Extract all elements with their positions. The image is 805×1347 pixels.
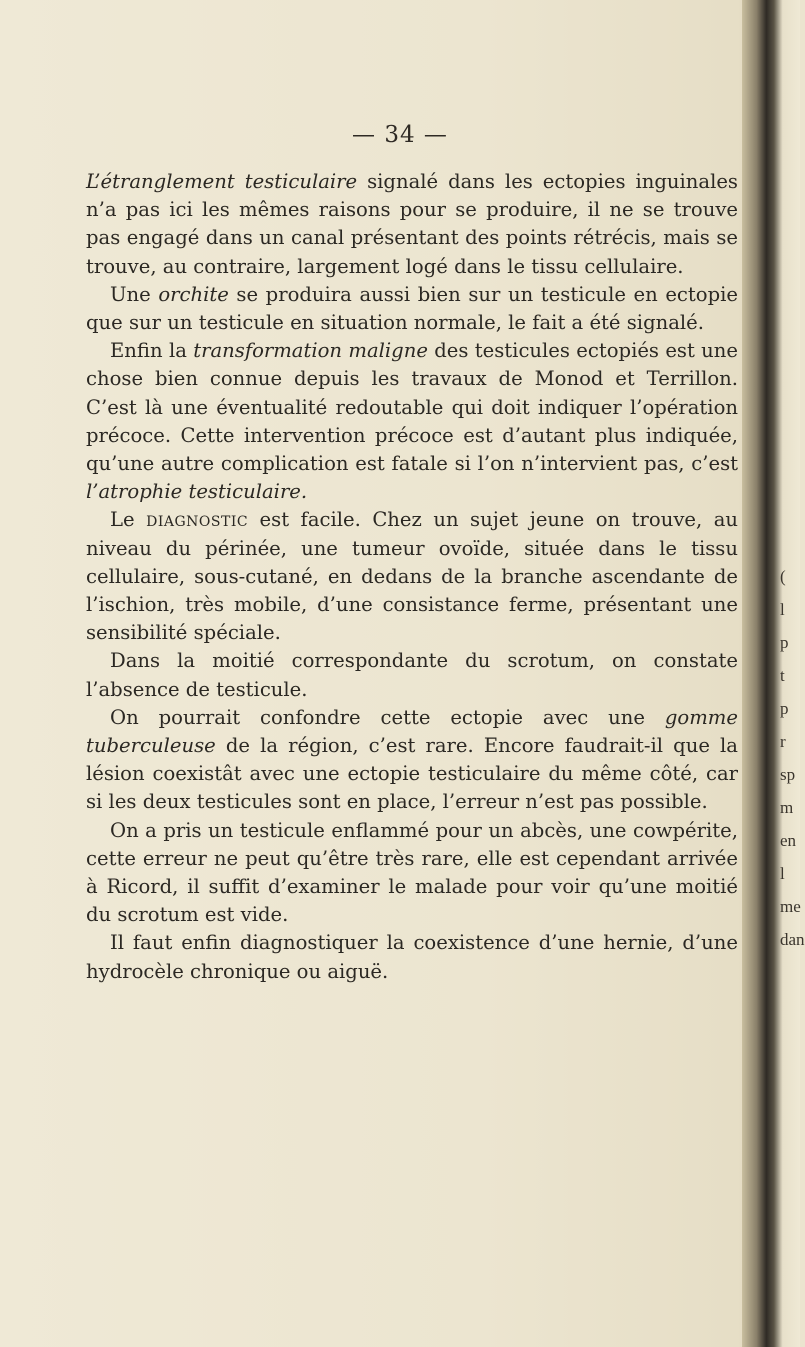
edge-fragment: dan bbox=[780, 930, 805, 949]
paragraph-abscess: On a pris un testicule enflammé pour un abcès, une cowpérite, cette erreur ne peut qu’être très rare, elle est cependant arrivée à Ricord, il suffit d’examiner le malade pour voir qu’une moitié du scrotum est vide. bbox=[86, 818, 738, 927]
italic-term: orchite bbox=[158, 282, 229, 306]
paragraph-gumma: On pourrait confondre cette ectopie avec une gomme tuberculeuse de la région, c’est rare. Encore faudrait-il que la lésion coexistât avec une ectopie testiculaire du même côté, car si les deux testicules sont en place, l’erreur n’est pas possible. bbox=[86, 705, 738, 814]
edge-fragment: t bbox=[780, 666, 785, 685]
edge-fragment: l bbox=[780, 864, 785, 883]
edge-fragment: en bbox=[780, 831, 797, 850]
edge-fragment: ( bbox=[780, 567, 786, 586]
body-text bbox=[86, 168, 738, 986]
paragraph-hernia: Il faut enfin diagnostiquer la coexistence d’une hernie, d’une hydrocèle chronique ou aiguë. bbox=[86, 931, 738, 983]
paragraph-malignant-transformation: Enfin la transformation maligne des testicules ectopiés est une chose bien connue depuis les travaux de Monod et Terrillon. C’est là une éventualité redoutable qui doit indiquer l’opération précoce. Cette intervention précoce est d’autant plus indiquée, qu’une autre complication est fatale si l’on n’intervient pas, c’est l’atrophie testiculaire. bbox=[86, 339, 739, 504]
edge-fragment: me bbox=[780, 897, 801, 916]
edge-fragment: sp bbox=[780, 765, 796, 784]
paragraph-orchitis: Une orchite se produira aussi bien sur un testicule en ectopie que sur un testicule en situation normale, le fait a été signalé. bbox=[86, 282, 738, 335]
paragraph-diagnosis: Le diagnostic est facile. Chez un sujet jeune on trouve, au niveau du périnée, une tumeur ovoïde, située dans le tissu cellulaire, sous-cutané, en dedans de la branche ascendante de l’ischion, très mobile, d’une consistance ferme, présentant une sensibilité spéciale. bbox=[86, 508, 738, 645]
italic-term: l’atrophie testiculaire. bbox=[86, 480, 308, 504]
italic-term: L’étranglement testiculaire bbox=[86, 170, 358, 193]
edge-fragment: m bbox=[780, 798, 794, 817]
edge-fragment: p bbox=[780, 633, 789, 652]
edge-fragment: r bbox=[780, 732, 786, 751]
facing-page-edge bbox=[780, 560, 805, 956]
edge-fragment: p bbox=[780, 699, 789, 718]
italic-term: transformation maligne bbox=[193, 339, 428, 363]
edge-fragment: l bbox=[780, 600, 785, 619]
small-caps-term: diagnostic bbox=[146, 508, 249, 532]
italic-term: gomme tuberculeuse bbox=[86, 705, 738, 758]
paragraph-scrotum: Dans la moitié correspondante du scrotum, on constate l’absence de testicule. bbox=[86, 649, 738, 701]
page-number: — 34 — bbox=[352, 122, 448, 148]
paragraph-strangulation: L’étranglement testiculaire signalé dans les ectopies inguinales n’a pas ici les mêmes raisons pour se produire, il ne se trouve pas engagé dans un canal présentant des points rétrécis, mais se trouve, au contraire, largement logé dans le tissu cellulaire. bbox=[86, 170, 738, 278]
